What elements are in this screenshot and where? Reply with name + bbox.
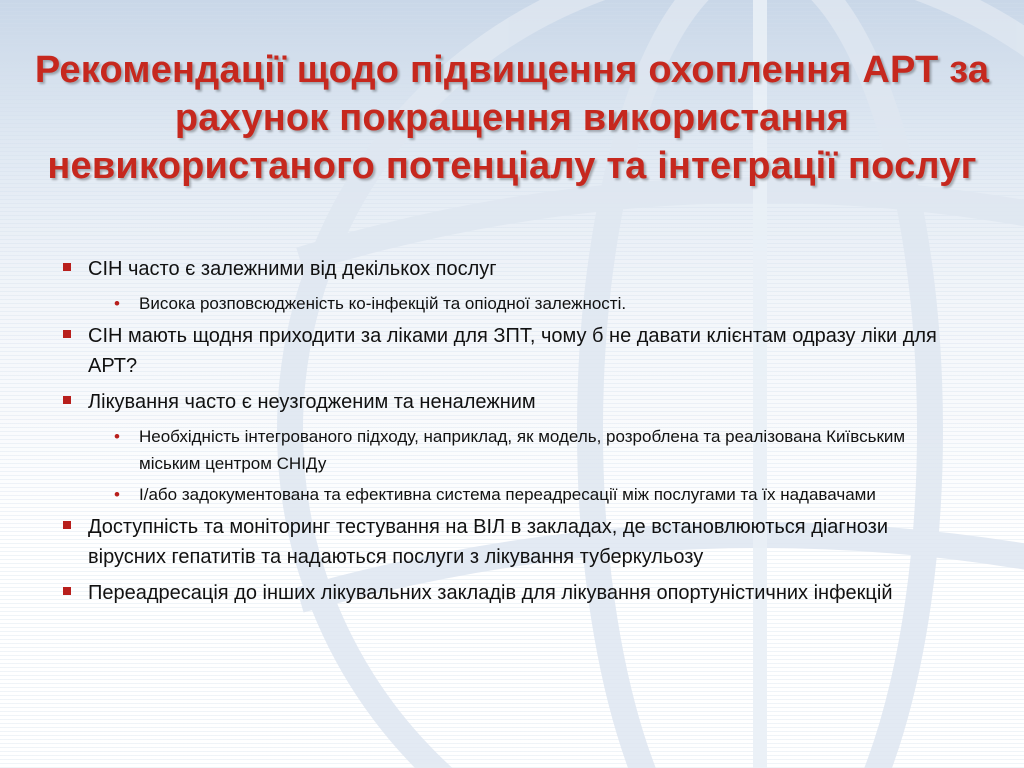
bullet-text: СІН мають щодня приходити за ліками для ЗПТ, чому б не давати клієнтам одразу ліки для АРТ?	[88, 325, 937, 377]
bullet-item	[62, 254, 962, 284]
dot-bullet-icon: •	[114, 427, 120, 446]
sub-bullet-item	[62, 481, 962, 508]
sub-bullet-item	[62, 290, 962, 317]
bullet-text: Доступність та моніторинг тестування на ВІЛ в закладах, де встановлюються діагнози вірусних гепатитів та надаються послуги з лікування туберкульозу	[88, 516, 889, 568]
bullet-text: Лікування часто є неузгодженим та неналежним	[88, 391, 536, 413]
square-bullet-icon	[63, 587, 71, 595]
sub-bullet-text: Висока розповсюдженість ко-інфекцій та опіодної залежності.	[139, 294, 627, 313]
square-bullet-icon	[63, 330, 71, 338]
bullet-item	[62, 512, 962, 572]
square-bullet-icon	[63, 521, 71, 529]
slide-title: Рекомендації щодо підвищення охоплення АРТ за рахунок покращення використання невикористаного потенціалу та інтеграції послуг	[34, 49, 990, 187]
bullet-text: Переадресація до інших лікувальних закладів для лікування опортуністичних інфекцій	[88, 582, 893, 604]
bullet-list	[62, 254, 962, 614]
bullet-item	[62, 387, 962, 417]
bullet-item	[62, 578, 962, 608]
sub-bullet-text: І/або задокументована та ефективна система переадресації між послугами та їх надавачами	[139, 485, 876, 504]
dot-bullet-icon: •	[114, 294, 120, 313]
dot-bullet-icon: •	[114, 485, 120, 504]
sub-bullet-item	[62, 423, 962, 477]
square-bullet-icon	[63, 396, 71, 404]
square-bullet-icon	[63, 263, 71, 271]
bullet-text: СІН часто є залежними від декількох послуг	[88, 258, 497, 280]
sub-bullet-text: Необхідність інтегрованого підходу, наприклад, як модель, розроблена та реалізована Київським міським центром СНІДу	[139, 427, 906, 473]
bullet-item	[62, 321, 962, 381]
